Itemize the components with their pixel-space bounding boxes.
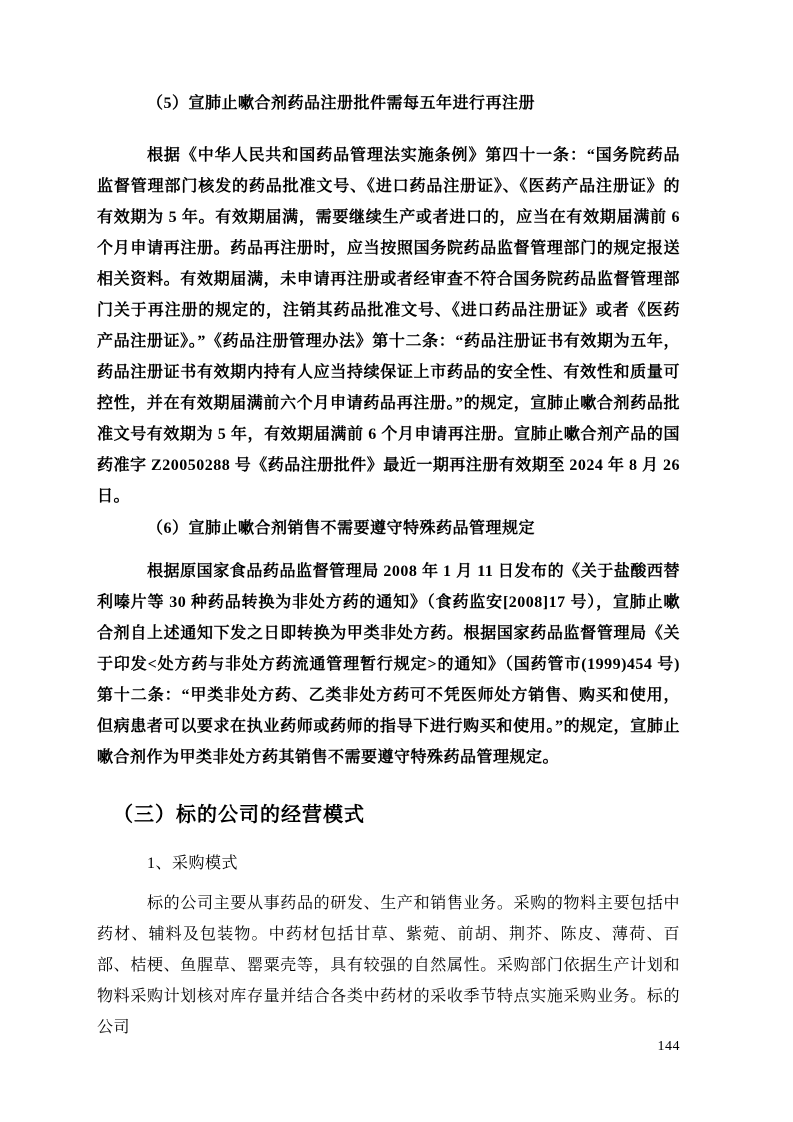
procurement-paragraph: 标的公司主要从事药品的研发、生产和销售业务。采购的物料主要包括中药材、辅料及包装物。中药材包括甘草、紫菀、前胡、荆芥、陈皮、薄荷、百部、桔梗、鱼腥草、罂粟壳等，具有较强的自然属性。采购部门依据生产计划和物料采购计划核对库存量并结合各类中药材的采收季节特点实施采购业务。标的公司	[97, 895, 680, 1036]
page-number: 144	[657, 1039, 680, 1054]
subsection-1-heading: 1、采购模式	[147, 855, 239, 872]
clause-6-paragraph: 根据原国家食品药品监督管理局 2008 年 1 月 11 日发布的《关于盐酸西替利嗪片等 30 种药品转换为非处方药的通知》（食药监安[2008]17 号），宣肺止嗽合剂自上述通知下发之日即转换为甲类非处方药。根据国家药品监督管理局《关于印发<处方药与非处方药流通管理暂行规定>的通知》（国药管市(1999)454 号)第十二条：“甲类非处方药、乙类非处方药可不凭医师处方销售、购买和使用，但病患者可以要求在执业药师或药师的指导下进行购买和使用。”的规定，宣肺止嗽合剂作为甲类非处方药其销售不需要遵守特殊药品管理规定。	[97, 563, 680, 766]
clause-5-paragraph: 根据《中华人民共和国药品管理法实施条例》第四十一条：“国务院药品监督管理部门核发的药品批准文号、《进口药品注册证》、《医药产品注册证》的有效期为 5 年。有效期届满，需要继续生产或者进口的，应当在有效期届满前 6 个月申请再注册。药品再注册时，应当按照国务院药品监督管理部门的规定报送相关资料。有效期届满，未申请再注册或者经审查不符合国务院药品监督管理部门关于再注册的规定的，注销其药品批准文号、《进口药品注册证》或者《医药产品注册证》。”《药品注册管理办法》第十二条：“药品注册证书有效期为五年，药品注册证书有效期内持有人应当持续保证上市药品的安全性、有效性和质量可控性，并在有效期届满前六个月申请药品再注册。”的规定，宣肺止嗽合剂药品批准文号有效期为 5 年，有效期届满前 6 个月申请再注册。宣肺止嗽合剂产品的国药准字 Z20050288 号《药品注册批件》最近一期再注册有效期至 2024 年 8 月 26 日。	[97, 147, 680, 505]
clause-5-heading: （5）宣肺止嗽合剂药品注册批件需每五年进行再注册	[147, 95, 536, 112]
section-3-heading: （三）标的公司的经营模式	[113, 804, 365, 826]
clause-6-heading: （6）宣肺止嗽合剂销售不需要遵守特殊药品管理规定	[147, 520, 536, 537]
